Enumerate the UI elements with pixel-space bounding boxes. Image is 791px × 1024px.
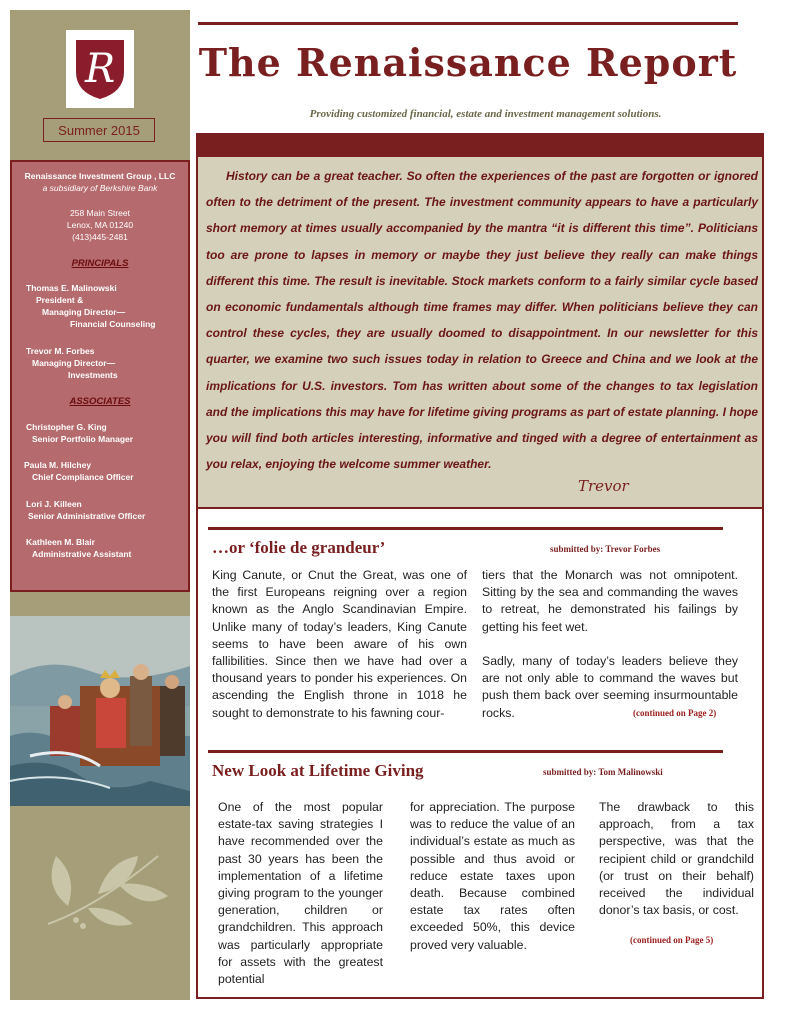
article2-column2: for appreciation. The purpose was to reduce the value of an individual’s estate as much as possible and thus avoid or reduce estate taxes upon death. Because combined estate tax rates often exceeded 50%, this device proved very valuable. <box>410 800 575 952</box>
associate-title: Senior Portfolio Manager <box>32 434 134 444</box>
principal-title: Managing Director— <box>42 307 126 317</box>
article1-title: …or ‘folie de grandeur’ <box>212 538 386 557</box>
logo-letter: R <box>84 46 116 92</box>
subsidiary-note: a subsidiary of Berkshire Bank <box>42 183 158 193</box>
associate-name: Paula M. Hilchey <box>24 460 92 470</box>
article2-column1: One of the most popular estate-tax saving strategies I have recommended over the past 30 years has been the implementation of a lifetime giving program to the younger generation, children or grandchildren. This approach was particularly appropriate for assets with the greatest potential <box>218 800 383 987</box>
king-canute-painting <box>10 616 190 806</box>
intro-text: History can be a great teacher. So often the experiences of the past are forgotten or ignored often to the detriment of the present. The investment community appears to have a particularly short memory at times usually accompanied by the mantra “it is different this time”. Politicians too are prone to lapses in memory or maybe they just believe they really can make things different this time. The result is inevitable. Stock markets conform to a fairly similar cycle based on economic fundamentals although time frames may differ. When politicians believe they can control these cycles, they are usually doomed to disappointment. In our newsletter for this quarter, we examine two such issues today in relation to Greece and China and we look at the implications for U.S. investors. Tom has written about some of the changes to tax legislation and the implications this may have for lifetime giving programs as part of estate planning. I hope you will find both articles interesting, informative and tinged with a degree of entertainment as you relax, enjoying the welcome summer weather. <box>206 169 758 472</box>
company-name: Renaissance Investment Group , LLC <box>24 171 176 181</box>
header-rule <box>198 22 738 25</box>
principal-title: Financial Counseling <box>70 319 156 329</box>
leaf-ornament-icon <box>38 836 178 936</box>
principal-title: President & <box>36 295 84 305</box>
article2-title: New Look at Lifetime Giving <box>212 761 424 780</box>
article2-column3: The drawback to this approach, from a tax perspective, was that the recipient child or grandchild (or trust on their behalf) received the individual donor’s tax basis, or cost. <box>599 800 754 918</box>
principal-title: Investments <box>68 370 118 380</box>
article2-byline: submitted by: Tom Malinowski <box>543 767 663 777</box>
principals-heading: PRINCIPALS <box>71 258 129 269</box>
articles-box <box>196 507 764 999</box>
associate-name: Lori J. Killeen <box>26 499 82 509</box>
associates-heading: ASSOCIATES <box>69 396 131 407</box>
intro-banner <box>196 133 764 157</box>
intro-signature: Trevor <box>578 477 629 495</box>
newsletter-subtitle: Providing customized financial, estate and investment management solutions. <box>309 108 662 120</box>
contact-box <box>10 160 190 592</box>
article2-continued: (continued on Page 5) <box>630 935 714 945</box>
article1-column2b: Sadly, many of today’s leaders believe they are not only able to command the waves but push them back over seeming insurmountable rocks. <box>482 654 738 720</box>
associate-name: Christopher G. King <box>26 422 107 432</box>
article1-byline: submitted by: Trevor Forbes <box>550 544 661 554</box>
shield-logo-icon <box>72 36 128 102</box>
principal-name: Thomas E. Malinowski <box>26 283 117 293</box>
article2-rule <box>208 750 723 753</box>
associate-title: Chief Compliance Officer <box>32 472 134 482</box>
principal-title: Managing Director— <box>32 358 116 368</box>
logo <box>66 30 134 108</box>
associate-name: Kathleen M. Blair <box>26 537 95 547</box>
issue-season: Summer 2015 <box>43 118 155 142</box>
newsletter-title: The Renaissance Report <box>198 40 738 85</box>
principal-name: Trevor M. Forbes <box>26 346 95 356</box>
article1-continued: (continued on Page 2) <box>633 708 717 718</box>
article1-rule <box>208 527 723 530</box>
phone-number: (413)445-2481 <box>72 232 128 242</box>
sidebar <box>10 10 190 1000</box>
address-line2: Lenox, MA 01240 <box>66 220 134 230</box>
associate-title: Administrative Assistant <box>32 549 132 559</box>
article1-column1: King Canute, or Cnut the Great, was one of the first Europeans reigning over a region known as the Anglo Scandinavian Empire. Unlike many of today’s leaders, King Canute seems to have been aware of his own fallibilities. Since then we have had over a thousand years to ponder his experiences. On ascending the English throne in 1018 he sought to demonstrate to his fawning cour- <box>212 568 467 720</box>
address-line1: 258 Main Street <box>69 208 130 218</box>
associate-title: Senior Administrative Officer <box>28 511 146 521</box>
article1-column2a: tiers that the Monarch was not omnipotent. Sitting by the sea and commanding the waves to retreat, he demonstrated his failings by getting his feet wet. <box>482 568 738 634</box>
intro-box <box>196 157 764 509</box>
